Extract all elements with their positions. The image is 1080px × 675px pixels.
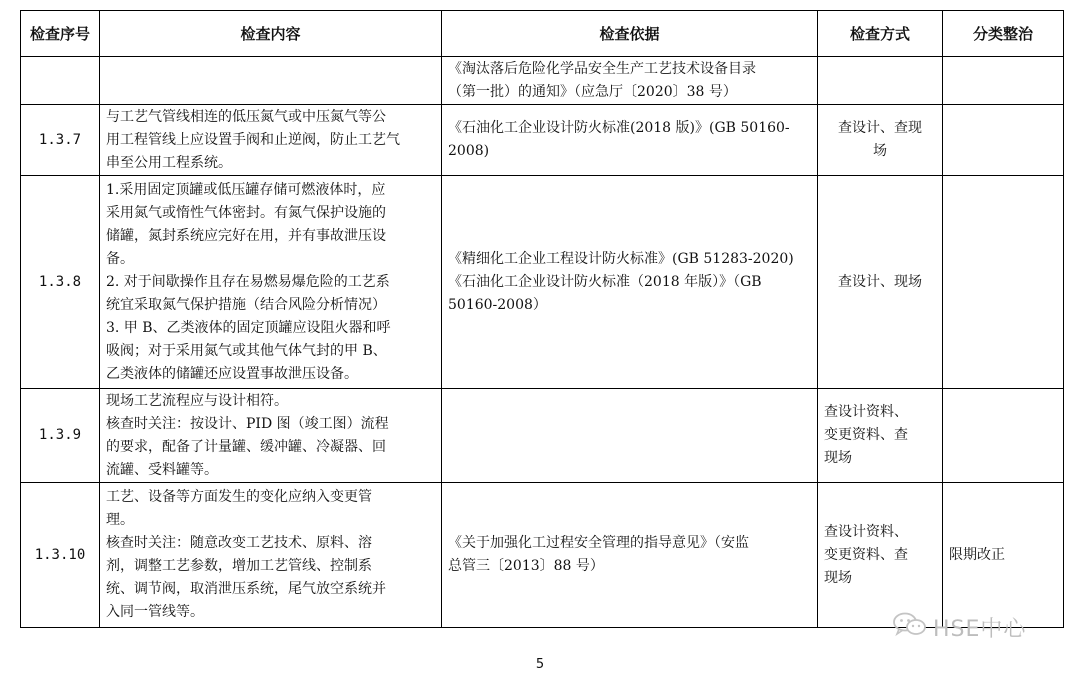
content-line: 储罐，氮封系统应完好在用，并有事故泄压设 xyxy=(106,227,386,244)
table-row xyxy=(21,389,1064,483)
content-line: 剂，调整工艺参数，增加工艺管线、控制系 xyxy=(106,558,372,574)
table-row xyxy=(21,176,1064,389)
row-classification xyxy=(943,105,1064,176)
row-basis xyxy=(442,176,818,389)
table-row xyxy=(21,105,1064,176)
row-content xyxy=(100,483,442,628)
method-line: 查设计资料、 xyxy=(824,523,908,540)
content-line: 现场工艺流程应与设计相符。 xyxy=(106,392,288,409)
header-classification: 分类整治 xyxy=(943,11,1064,57)
header-basis: 检查依据 xyxy=(442,11,818,57)
wechat-icon xyxy=(893,612,927,642)
watermark xyxy=(893,612,1026,642)
basis-line: 《淘汰落后危险化学品安全生产工艺技术设备目录 xyxy=(448,60,756,77)
row-basis xyxy=(442,57,818,105)
row-content xyxy=(100,176,442,389)
content-line: 乙类液体的储罐还应设置事故泄压设备。 xyxy=(106,365,358,382)
content-line: 采用氮气或惰性气体密封。有氮气保护设施的 xyxy=(106,204,386,221)
content-line: 核查时关注：按设计、PID 图（竣工图）流程 xyxy=(106,415,389,432)
content-line: 用工程管线上应设置手阀和止逆阀，防止工艺气 xyxy=(106,131,400,148)
basis-line: 《石油化工企业设计防火标准(2018 版)》(GB 50160- xyxy=(448,120,790,136)
basis-line: 《精细化工企业工程设计防火标准》(GB 51283-2020) xyxy=(448,250,794,267)
watermark-text: HSE中心 xyxy=(933,616,1027,642)
content-line: 核查时关注：随意改变工艺技术、原料、溶 xyxy=(106,535,372,551)
row-content xyxy=(100,389,442,483)
row-method xyxy=(818,389,943,483)
row-id: 1.3.9 xyxy=(21,389,100,483)
table-row xyxy=(21,57,1064,105)
content-line: 与工艺气管线相连的低压氮气或中压氮气等公 xyxy=(106,108,386,125)
method-line: 查设计、现场 xyxy=(838,273,922,290)
row-classification: 限期改正 xyxy=(943,483,1064,628)
basis-line: 2008) xyxy=(448,143,490,159)
row-method xyxy=(818,483,943,628)
row-method xyxy=(818,176,943,389)
row-id: 1.3.8 xyxy=(21,176,100,389)
basis-line: （第一批）的通知》（应急厅〔2020〕38 号） xyxy=(448,83,737,100)
row-classification xyxy=(943,176,1064,389)
method-line: 现场 xyxy=(824,450,852,466)
row-classification xyxy=(943,57,1064,105)
content-line: 统、调节阀，取消泄压系统，尾气放空系统并 xyxy=(106,581,386,597)
content-line: 入同一管线等。 xyxy=(106,604,204,620)
method-line: 查设计、查现 xyxy=(838,120,922,136)
basis-line: 总管三〔2013〕88 号） xyxy=(448,558,604,574)
content-line: 3. 甲 B、乙类液体的固定顶罐应设阻火器和呼 xyxy=(106,319,391,336)
header-content: 检查内容 xyxy=(100,11,442,57)
table-header-row xyxy=(21,11,1064,57)
row-content xyxy=(100,105,442,176)
content-line: 串至公用工程系统。 xyxy=(106,154,232,171)
content-line: 备。 xyxy=(106,250,134,267)
method-line: 变更资料、查 xyxy=(824,427,908,443)
row-basis xyxy=(442,483,818,628)
row-id: 1.3.7 xyxy=(21,105,100,176)
row-basis xyxy=(442,105,818,176)
row-classification xyxy=(943,389,1064,483)
basis-line: 《关于加强化工过程安全管理的指导意见》（安监 xyxy=(448,535,749,551)
method-line: 现场 xyxy=(824,569,852,586)
header-id: 检查序号 xyxy=(21,11,100,57)
content-line: 2. 对于间歇操作且存在易燃易爆危险的工艺系 xyxy=(106,273,390,290)
row-method xyxy=(818,57,943,105)
basis-line: 50160-2008） xyxy=(448,296,547,313)
content-line: 1.采用固定顶罐或低压罐存储可燃液体时，应 xyxy=(106,181,386,198)
content-line: 的要求，配备了计量罐、缓冲罐、冷凝器、回 xyxy=(106,438,386,455)
table-row xyxy=(21,483,1064,628)
content-line: 工艺、设备等方面发生的变化应纳入变更管 xyxy=(106,489,372,505)
content-line: 理。 xyxy=(106,512,134,528)
method-line: 查设计资料、 xyxy=(824,404,908,420)
content-line: 流罐、受料罐等。 xyxy=(106,461,218,478)
row-content xyxy=(100,57,442,105)
row-method xyxy=(818,105,943,176)
content-line: 统宜采取氮气保护措施（结合风险分析情况） xyxy=(106,296,386,313)
content-line: 吸阀；对于采用氮气或其他气体气封的甲 B、 xyxy=(106,342,387,359)
page-number: 5 xyxy=(535,657,545,672)
method-line: 变更资料、查 xyxy=(824,546,908,563)
basis-line: 《石油化工企业设计防火标准（2018 年版）》（GB xyxy=(448,273,762,290)
row-basis xyxy=(442,389,818,483)
method-line: 场 xyxy=(873,143,887,159)
row-id: 1.3.10 xyxy=(21,483,100,628)
row-id xyxy=(21,57,100,105)
inspection-table xyxy=(20,10,1064,628)
header-method: 检查方式 xyxy=(818,11,943,57)
